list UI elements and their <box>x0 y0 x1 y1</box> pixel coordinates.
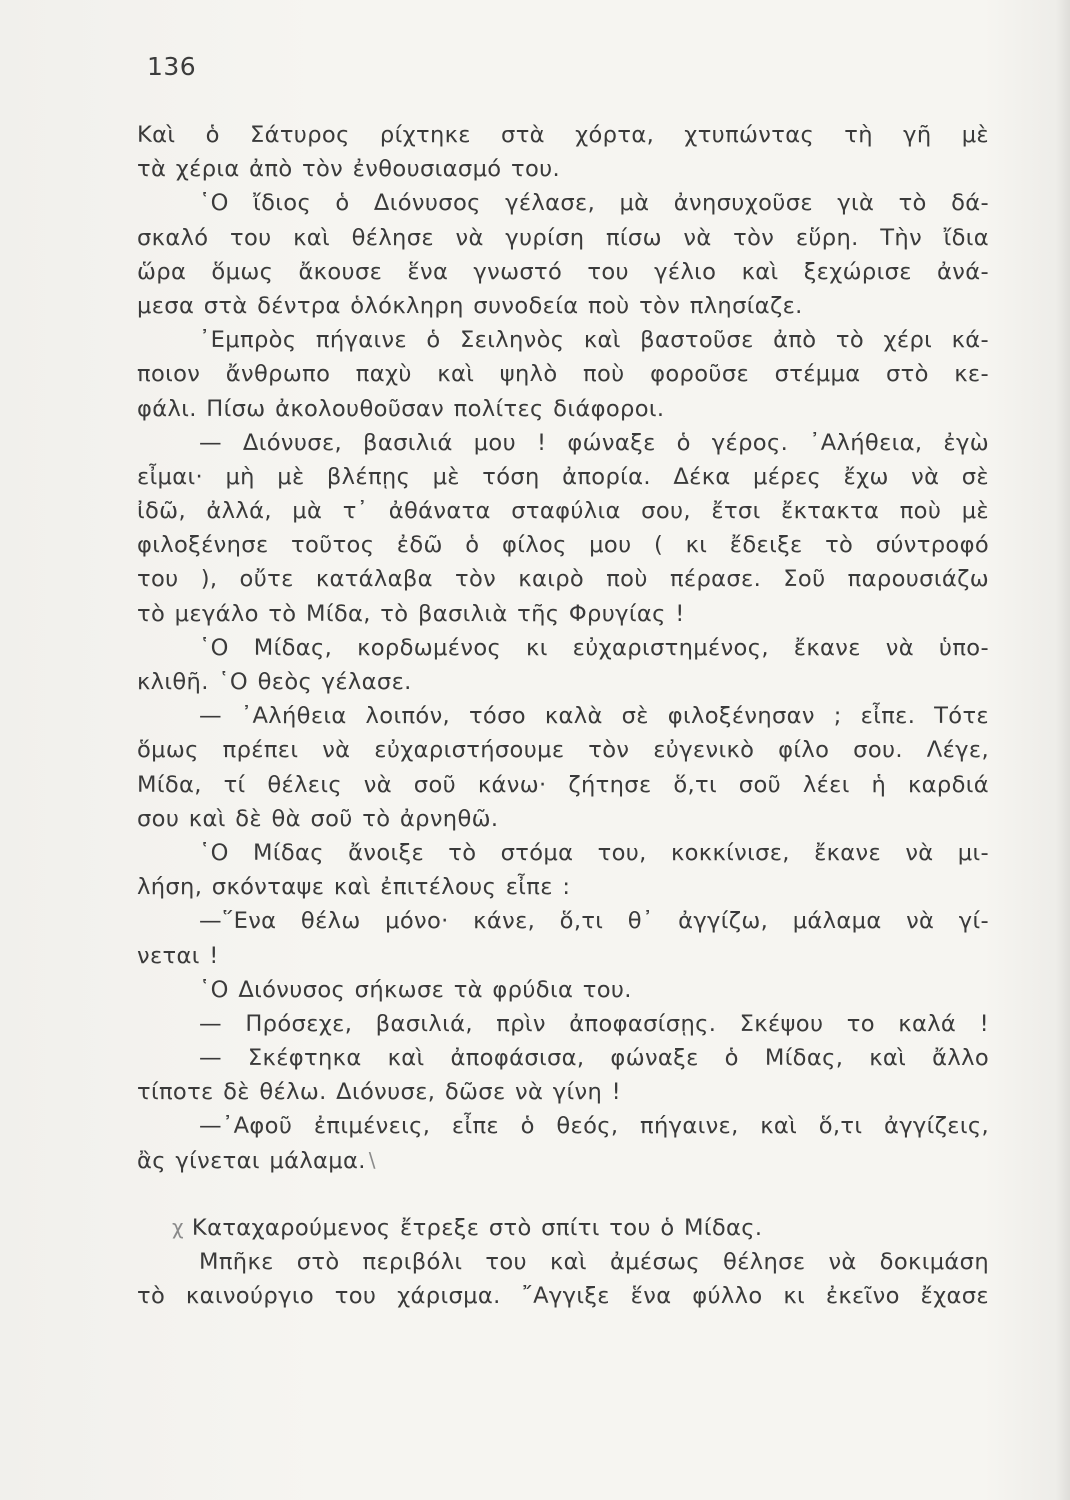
text-line: ῾Ο Διόνυσος σήκωσε τὰ φρύδια του. <box>199 976 632 1003</box>
text-line: τὸ μεγάλο τὸ Μίδα, τὸ βασιλιὰ τῆς Φρυγίας ! <box>137 600 685 627</box>
text-line: του ), οὔτε κατάλαβα τὸν καιρὸ ποὺ πέρασε. Σοῦ παρουσιάζω <box>137 566 989 593</box>
text-line-with-tick <box>137 1144 989 1178</box>
text-line: τὰ χέρια ἀπὸ τὸν ἐνθουσιασμό του. <box>137 156 561 183</box>
text-line: τίποτε δὲ θέλω. Διόνυσε, δῶσε νὰ γίνη ! <box>137 1079 622 1106</box>
text-line: —᾿Αφοῦ ἐπιμένεις, εἶπε ὁ θεός, πήγαινε, καὶ ὅ,τι ἀγγίζεις, <box>199 1113 989 1140</box>
page-edge-shadow <box>1056 0 1070 1500</box>
text-line: λήση, σκόνταψε καὶ ἐπιτέλους εἶπε : <box>137 874 571 901</box>
text-line: ὥρα ὅμως ἄκουσε ἕνα γνωστό του γέλιο καὶ ξεχώρισε ἀνά- <box>137 258 989 285</box>
text-line: —῞Ενα θέλω μόνο· κάνε, ὅ,τι θ᾿ ἀγγίζω, μάλαμα νὰ γί- <box>199 908 989 935</box>
text-line: ῾Ο ἴδιος ὁ Διόνυσος γέλασε, μὰ ἀνησυχοῦσε γιὰ τὸ δά- <box>199 190 989 217</box>
text-line: — ᾿Αλήθεια λοιπόν, τόσο καλὰ σὲ φιλοξένησαν ; εἶπε. Τότε <box>199 703 989 730</box>
text-line: ῾Ο Μίδας ἄνοιξε τὸ στόμα του, κοκκίνισε, ἔκανε νὰ μι- <box>199 839 989 866</box>
text-line: φιλοξένησε τοῦτος ἐδῶ ὁ φίλος μου ( κι ἔδειξε τὸ σύντροφό <box>137 532 989 559</box>
text-line: φάλι. Πίσω ἀκολουθοῦσαν πολίτες διάφοροι. <box>137 395 665 422</box>
text-line: — Διόνυσε, βασιλιά μου ! φώναξε ὁ γέρος. ᾿Αλήθεια, ἐγὼ <box>199 429 989 456</box>
page-number: 136 <box>147 52 197 81</box>
text-line: Καὶ ὁ Σάτυρος ρίχτηκε στὰ χόρτα, χτυπώντας τὴ γῆ μὲ <box>137 122 989 148</box>
text-line: νεται ! <box>137 942 219 969</box>
text-line: εἶμαι· μὴ μὲ βλέπῃς μὲ τόση ἀπορία. Δέκα μέρες ἔχω νὰ σὲ <box>137 463 989 490</box>
body-text <box>137 118 989 1313</box>
text-line: ῾Ο Μίδας, κορδωμένος κι εὐχαριστημένος, ἔκανε νὰ ὑπο- <box>199 634 989 661</box>
text-fragment: Καταχαρούμενος ἔτρεξε στὸ σπίτι του ὁ Μίδας. <box>191 1214 763 1241</box>
paragraph-gap <box>137 1178 989 1211</box>
text-line: Μπῆκε στὸ περιβόλι του καὶ ἀμέσως θέλησε νὰ δοκιμάση <box>199 1249 989 1275</box>
text-line: μεσα στὰ δέντρα ὁλόκληρη συνοδεία ποὺ τὸν πλησίαζε. <box>137 292 803 319</box>
text-line: — Πρόσεχε, βασιλιά, πρὶν ἀποφασίσῃς. Σκέψου το καλά ! <box>199 1010 989 1037</box>
pencil-margin-mark: χ <box>172 1214 184 1239</box>
text-line: ποιον ἄνθρωπο παχὺ καὶ ψηλὸ ποὺ φοροῦσε στέμμα στὸ κε- <box>137 361 989 388</box>
text-line: — Σκέφτηκα καὶ ἀποφάσισα, φώναξε ὁ Μίδας, καὶ ἄλλο <box>199 1045 989 1072</box>
pencil-tick-mark: \ <box>368 1147 376 1172</box>
text-line: Μίδα, τί θέλεις νὰ σοῦ κάνω· ζήτησε ὅ,τι σοῦ λέει ἡ καρδιά <box>137 771 989 798</box>
text-line: σκαλό του καὶ θέλησε νὰ γυρίση πίσω νὰ τὸν εὕρη. Τὴν ἴδια <box>137 224 989 251</box>
text-line: ὅμως πρέπει νὰ εὐχαριστήσουμε τὸν εὐγενικὸ φίλο σου. Λέγε, <box>137 737 989 764</box>
text-line: κλιθῆ. ῾Ο θεὸς γέλασε. <box>137 669 412 695</box>
text-line: ἰδῶ, ἀλλά, μὰ τ᾿ ἀθάνατα σταφύλια σου, ἔτσι ἔκτακτα ποὺ μὲ <box>137 498 989 525</box>
text-fragment: ἂς γίνεται μάλαμα. <box>137 1147 366 1174</box>
text-line-with-margin-mark <box>137 1211 989 1245</box>
text-line: τὸ καινούργιο του χάρισμα. ῎Αγγιξε ἕνα φύλλο κι ἐκεῖνο ἔχασε <box>137 1283 989 1310</box>
text-line: ᾿Εμπρὸς πήγαινε ὁ Σειληνὸς καὶ βαστοῦσε ἀπὸ τὸ χέρι κά- <box>199 327 989 354</box>
text-line: σου καὶ δὲ θὰ σοῦ τὸ ἀρνηθῶ. <box>137 805 499 832</box>
